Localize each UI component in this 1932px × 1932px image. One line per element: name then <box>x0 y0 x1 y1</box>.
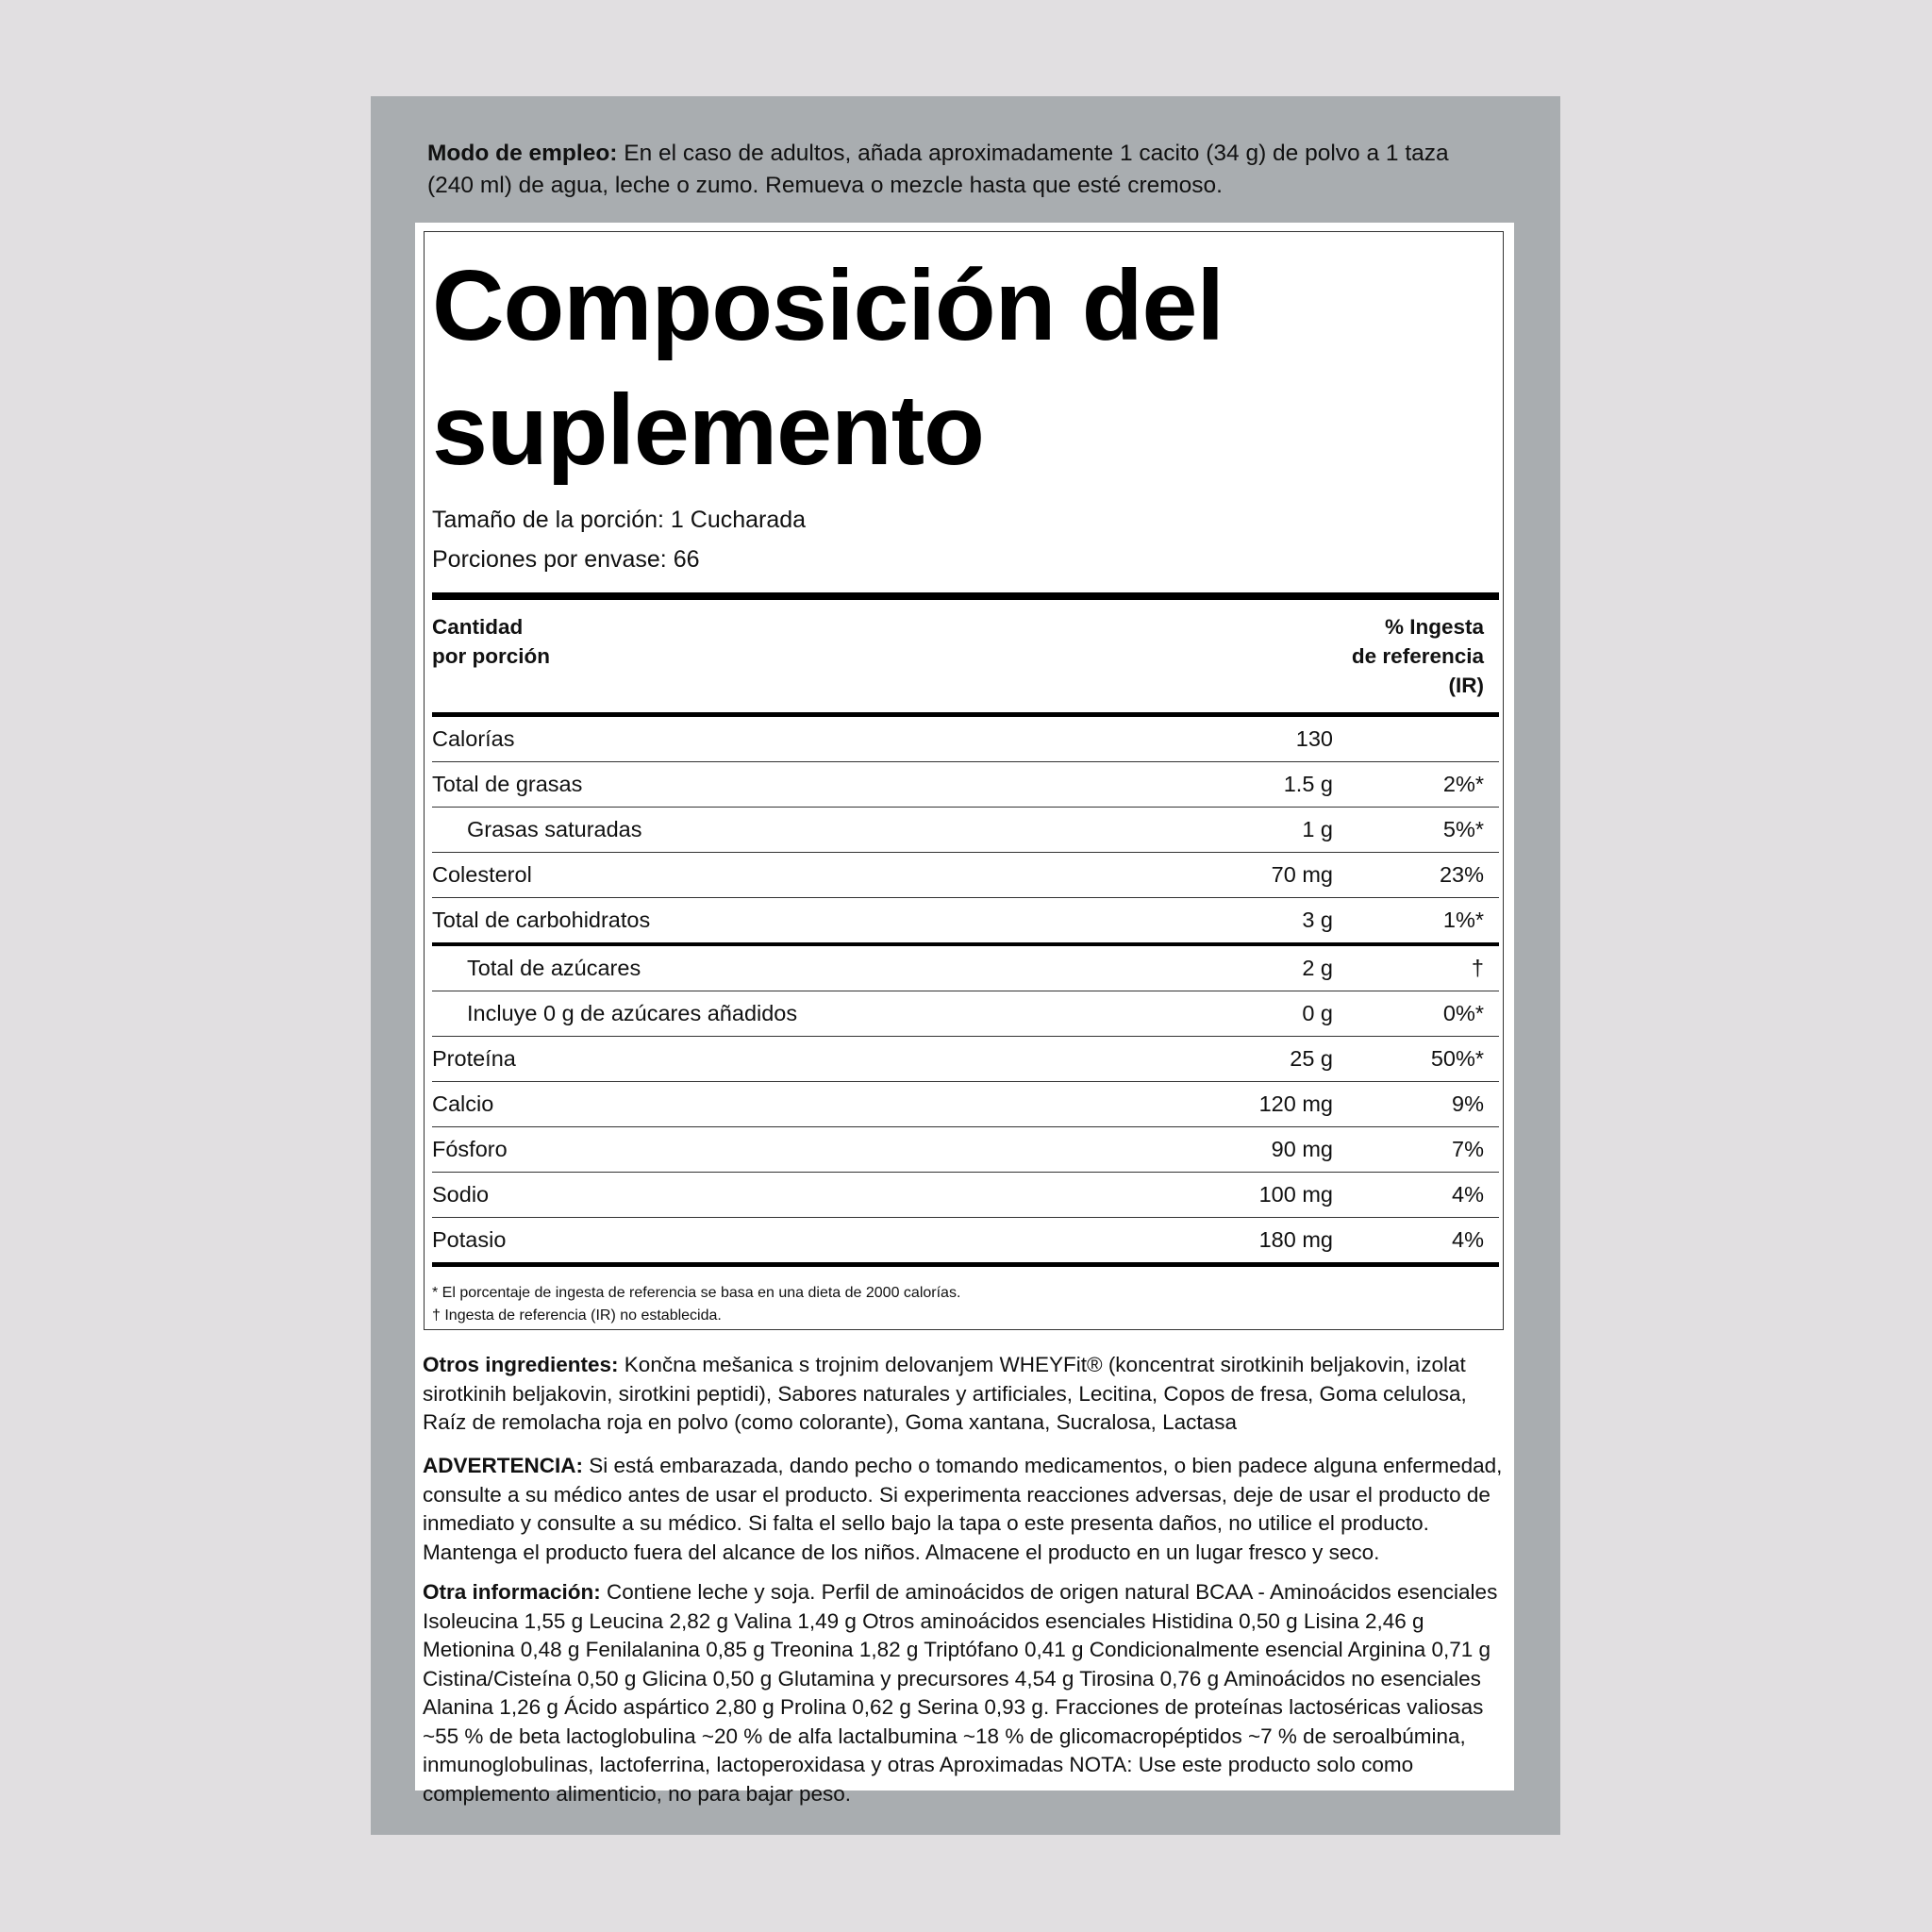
footnote-dagger: † Ingesta de referencia (IR) no establecida. <box>432 1307 722 1324</box>
warning-text: Si está embarazada, dando pecho o tomando medicamentos, o bien padece alguna enfermedad, consulte a su médico antes de usar el producto. Si experimenta reacciones adversas, deje de usar el producto de inmediato y consulte a su médico. Si falta el sello bajo la tapa o este presenta daños, no utilice el producto. Mantenga el producto fuera del alcance de los niños. Almacene el producto en un lugar fresco y seco. <box>423 1454 1503 1564</box>
nutrient-name: Proteína <box>432 1046 516 1071</box>
nutrient-name: Grasas saturadas <box>467 817 642 841</box>
header-ir-line-3: (IR) <box>1448 674 1484 697</box>
nutrient-row <box>432 1037 1499 1082</box>
directions-text: En el caso de adultos, añada aproximadamente 1 cacito (34 g) de polvo a 1 taza (240 ml) de agua, leche o zumo. Remueva o mezcle hasta que esté cremoso. <box>427 141 1449 198</box>
header-ir-line-2: de referencia <box>1351 644 1484 668</box>
other-ingredients-text: Končna mešanica s trojnim delovanjem WHEYFit® (koncentrat sirotkinih beljakovin, izolat sirotkinih beljakovin, sirotkini peptidi), Sabores naturales y artificiales, Lecitina, Copos de fresa, Goma celulosa, Raíz de remolacha roja en polvo (como colorante), Goma xantana, Sucralosa, Lactasa <box>423 1353 1467 1434</box>
nutrient-percent: 7% <box>1452 1137 1484 1161</box>
nutrient-percent: 50%* <box>1430 1046 1484 1071</box>
thick-divider <box>432 592 1499 600</box>
facts-title <box>432 242 1499 492</box>
nutrient-name: Incluye 0 g de azúcares añadidos <box>467 1001 798 1025</box>
nutrient-percent: 4% <box>1452 1182 1484 1207</box>
nutrient-name: Sodio <box>432 1182 490 1207</box>
header-ir-line-1: % Ingesta <box>1384 615 1484 639</box>
nutrient-name: Colesterol <box>432 862 532 887</box>
nutrient-rows <box>432 717 1499 1262</box>
nutrient-row <box>432 991 1499 1037</box>
other-info-text: Contiene leche y soja. Perfil de aminoácidos de origen natural BCAA - Aminoácidos esenciales Isoleucina 1,55 g Leucina 2,82 g Valina 1,49 g Otros aminoácidos esenciales Histidina 0,50 g Lisina 2,46 g Metionina 0,48 g Fenilalanina 0,85 g Treonina 1,82 g Triptófano 0,41 g Condicionalmente esencial Arginina 0,71 g Cistina/Cisteína 0,50 g Glicina 0,50 g Glutamina y precursores 4,54 g Tirosina 0,76 g Aminoácidos no esenciales Alanina 1,26 g Ácido aspártico 2,80 g Prolina 0,62 g Serina 0,93 g. Fracciones de proteínas lactoséricas valiosas ~55 % de beta lactoglobulina ~20 % de alfa lactalbumina ~18 % de glicomacropéptidos ~7 % de seroalbúmina, inmunoglobulinas, lactoferrina, lactoperoxidasa y otras Aproximadas NOTA: Use este producto solo como complemento alimenticio, no para bajar peso. <box>423 1580 1498 1806</box>
nutrient-name: Calorías <box>432 726 515 751</box>
other-ingredients-label: Otros ingredientes: <box>423 1353 619 1376</box>
facts-title-line-2: suplemento <box>432 375 984 486</box>
nutrient-amount: 25 g <box>1290 1046 1333 1071</box>
nutrient-percent: 23% <box>1439 862 1484 887</box>
directions-label: Modo de empleo: <box>427 141 618 166</box>
supplement-facts-box <box>424 231 1504 1330</box>
nutrient-percent: 5%* <box>1442 817 1484 841</box>
nutrient-percent: 9% <box>1452 1091 1484 1116</box>
warning-label: ADVERTENCIA: <box>423 1454 584 1477</box>
nutrient-amount: 1 g <box>1302 817 1333 841</box>
nutrient-percent: 2%* <box>1442 772 1484 796</box>
nutrient-row <box>432 1218 1499 1262</box>
nutrient-amount: 120 mg <box>1258 1091 1333 1116</box>
nutrient-amount: 0 g <box>1302 1001 1333 1025</box>
other-ingredients <box>423 1351 1507 1438</box>
warning <box>423 1452 1507 1567</box>
nutrient-row <box>432 1173 1499 1218</box>
other-info <box>423 1578 1507 1808</box>
nutrient-row <box>432 946 1499 991</box>
nutrient-row <box>432 1082 1499 1127</box>
nutrient-amount: 1.5 g <box>1283 772 1333 796</box>
directions <box>427 138 1493 202</box>
nutrient-name: Fósforo <box>432 1137 508 1161</box>
nutrient-row <box>432 1127 1499 1173</box>
nutrient-name: Total de grasas <box>432 772 583 796</box>
nutrient-row <box>432 762 1499 808</box>
footnotes <box>432 1267 1499 1327</box>
serving-size: Tamaño de la porción: 1 Cucharada <box>432 507 807 533</box>
facts-title-line-1: Composición del <box>432 250 1224 361</box>
nutrient-name: Calcio <box>432 1091 494 1116</box>
nutrient-percent: 1%* <box>1442 908 1484 932</box>
header-amount-line-1: Cantidad <box>432 615 524 639</box>
nutrient-percent: 4% <box>1452 1227 1484 1252</box>
nutrient-amount: 130 <box>1295 726 1333 751</box>
nutrient-name: Total de carbohidratos <box>432 908 651 932</box>
nutrient-percent: † <box>1471 956 1484 980</box>
other-info-label: Otra información: <box>423 1580 601 1604</box>
nutrient-row <box>432 717 1499 762</box>
nutrient-amount: 2 g <box>1302 956 1333 980</box>
facts-header <box>432 600 1499 712</box>
nutrient-row <box>432 898 1499 946</box>
nutrient-amount: 180 mg <box>1258 1227 1333 1252</box>
nutrient-amount: 100 mg <box>1258 1182 1333 1207</box>
label-panel <box>371 96 1560 1835</box>
nutrient-name: Total de azúcares <box>467 956 641 980</box>
footnote-ir: * El porcentaje de ingesta de referencia se basa en una dieta de 2000 calorías. <box>432 1285 961 1301</box>
nutrient-amount: 3 g <box>1302 908 1333 932</box>
nutrient-amount: 90 mg <box>1271 1137 1333 1161</box>
nutrient-amount: 70 mg <box>1271 862 1333 887</box>
servings-per-container: Porciones por envase: 66 <box>432 546 700 573</box>
nutrient-row <box>432 808 1499 853</box>
label-sheet <box>415 223 1514 1806</box>
nutrient-row <box>432 853 1499 898</box>
nutrient-name: Potasio <box>432 1227 507 1252</box>
header-amount-line-2: por porción <box>432 644 550 668</box>
nutrient-percent: 0%* <box>1442 1001 1484 1025</box>
